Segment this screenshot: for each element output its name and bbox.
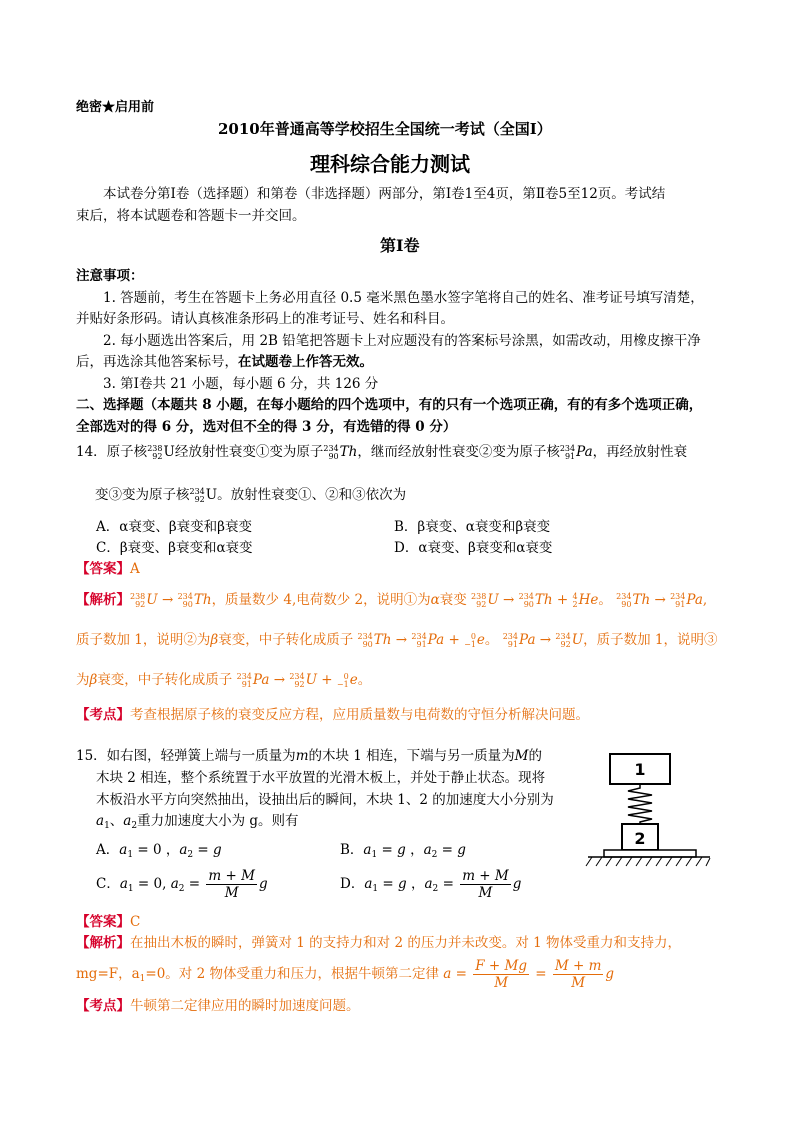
board [604, 850, 696, 857]
notice-item-1b: 并贴好条形码。请认真核准条形码上的准考证号、姓名和科目。 [76, 311, 454, 327]
section-line-2: 全部选对的得 6 分，选对但不全的得 3 分，有选错的得 0 分） [76, 419, 457, 435]
q15-stem-line-1: 15．如右图，轻弹簧上端与一质量为m的木块 1 相连，下端与另一质量为M的 [76, 748, 542, 764]
intro-line-2: 束后，将本试题卷和答题卡一并交回。 [76, 208, 306, 224]
q14-option-c: C．β衰变、β衰变和α衰变 [96, 540, 253, 556]
exam-title: 2010年普通高等学校招生全国统一考试（全国Ⅰ） [218, 120, 552, 138]
q14-stem-line-1: 14．原子核 238 92 U经放射性衰变①变为原子 234 90 Th，继而经放射性衰变②变为原子核 234 91 Pa，再经放射性衰 [76, 443, 688, 461]
q15-stem-line-3: 木板沿水平方向突然抽出，设抽出后的瞬间，木块 1、2 的加速度大小分别为 [96, 792, 554, 808]
q14-option-a: A．α衰变、β衰变和β衰变 [96, 519, 252, 535]
q15-stem-line-4: $a_1$、$a_2$重力加速度大小为 g。则有 [96, 813, 299, 831]
q14-analysis-line-2: 质子数加 1，说明②为β衰变，中子转化成质子 234 90 Th → 234 91 Pa + 0 −1 e。 234 91 Pa → 234 92 U，质子数加 1，说明③ [76, 631, 718, 649]
q14-option-d: D．α衰变、β衰变和α衰变 [394, 540, 553, 556]
spring-blocks-figure [584, 748, 714, 870]
q15-option-a: A．$a_1 = 0$ ，$a_2 = g$ [96, 842, 222, 860]
q14-analysis-line-3: 为β衰变，中子转化成质子 234 91 Pa → 234 92 U + 0 −1 e。 [76, 671, 372, 689]
q15-analysis-line-2: mg=F，$a_1=0$。对 2 物体受重力和压力，根据牛顿第二定律 a = $\frac{F + Mg}{M}$ = $\frac{M + m}{M}$ g [76, 958, 615, 991]
q14-point: 【考点】考查根据原子核的衰变反应方程，应用质量数与电荷数的守恒分析解决问题。 [76, 707, 589, 723]
secret-label: 绝密★启用前 [76, 100, 155, 115]
notice-item-3: 3. 第Ⅰ卷共 21 小题，每小题 6 分，共 126 分 [103, 376, 379, 392]
q14-option-b: B．β衰变、α衰变和β衰变 [394, 519, 551, 535]
exam-subtitle: 理科综合能力测试 [310, 152, 470, 176]
q15-analysis-line-1: 【解析】在抽出木板的瞬时，弹簧对 1 的支持力和对 2 的压力并未改变。对 1 物体受重力和支持力， [76, 935, 682, 951]
notice-item-2b: 后，再选涂其他答案标号，在试题卷上作答无效。 [76, 354, 373, 370]
block-1-label: 1 [634, 760, 646, 779]
notice-item-2a: 2. 每小题选出答案后，用 2B 铅笔把答题卡上对应题没有的答案标号涂黑，如需改动，用橡皮擦干净 [103, 333, 701, 349]
section-line-1: 二、选择题（本题共 8 小题，在每小题给的四个选项中，有的只有一个选项正确，有的有多个选项正确， [76, 397, 703, 413]
block-2-label: 2 [634, 829, 646, 848]
q14-stem-line-2: 变③变为原子核 234 92 U。放射性衰变①、②和③依次为 [95, 486, 407, 504]
ground-hatch [586, 857, 710, 866]
volume-title: 第Ⅰ卷 [380, 236, 420, 255]
q14-analysis-line-1: 【解析】 238 92 U → 234 90 Th，质量数少 4,电荷数少 2，说明①为α衰变 238 92 U → 234 90 Th + 4 2 He。 234 90 Th → 234 91 Pa, [76, 591, 708, 609]
spring [628, 784, 652, 824]
q15-option-c: C．$a_1 = 0$, $a_2$ = $\frac{m + M}{M}$ g [96, 868, 268, 901]
notice-item-1a: 1. 答题前，考生在答题卡上务必用直径 0.5 毫米黑色墨水签字笔将自己的姓名、准考证号填写清楚， [103, 290, 704, 306]
q15-answer: 【答案】C [76, 914, 141, 930]
q14-answer: 【答案】A [76, 561, 140, 577]
q15-option-b: B．$a_1 = g$ ，$a_2 = g$ [340, 842, 466, 860]
q15-stem-line-2: 木块 2 相连，整个系统置于水平放置的光滑木板上，并处于静止状态。现将 [96, 770, 546, 786]
q15-option-d: D．$a_1 = g$ ，$a_2$ = $\frac{m + M}{M}$ g [340, 868, 522, 901]
notice-title: 注意事项： [76, 268, 144, 284]
q15-point: 【考点】牛顿第二定律应用的瞬时加速度问题。 [76, 998, 360, 1014]
intro-line-1: 本试卷分第Ⅰ卷（选择题）和第卷（非选择题）两部分，第Ⅰ卷1至4页，第Ⅱ卷5至12页。考试结 [103, 186, 666, 202]
